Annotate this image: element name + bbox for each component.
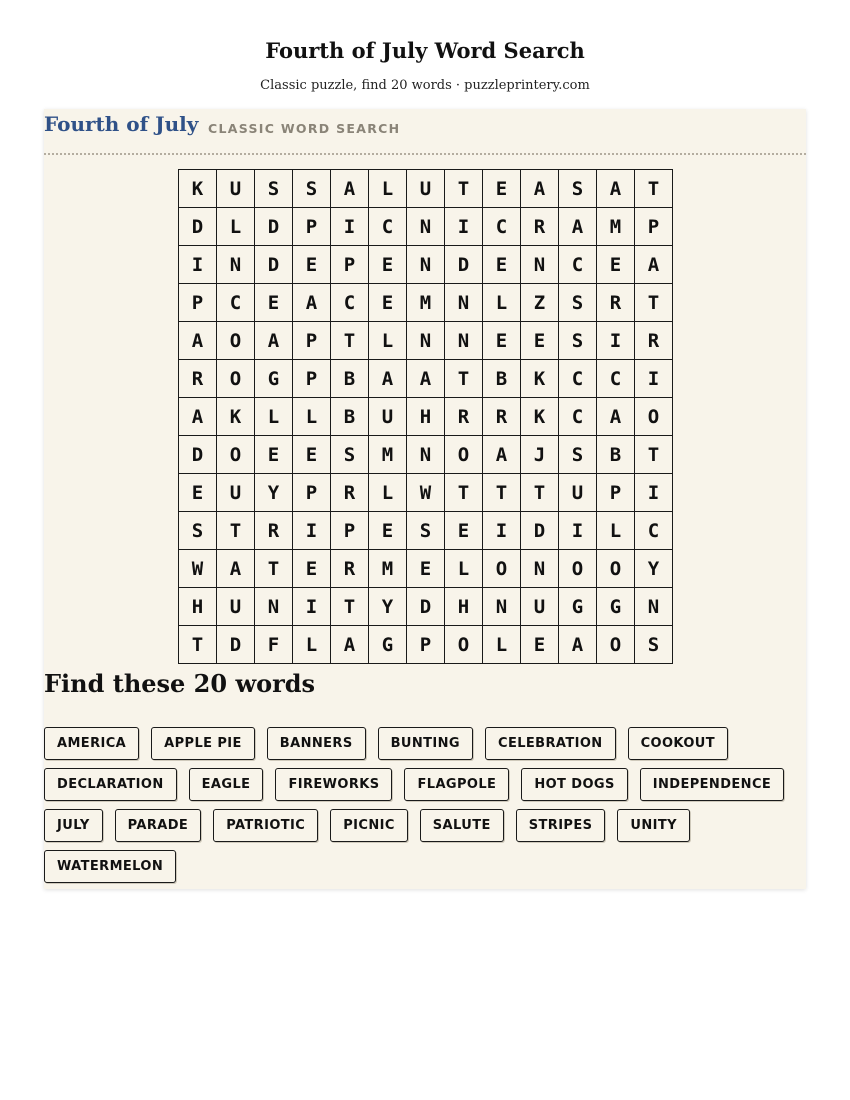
grid-cell[interactable]: N — [407, 322, 445, 360]
grid-cell[interactable]: E — [293, 550, 331, 588]
grid-cell[interactable]: P — [293, 360, 331, 398]
grid-cell[interactable]: C — [483, 208, 521, 246]
grid-cell[interactable]: B — [331, 398, 369, 436]
grid-cell[interactable]: C — [559, 246, 597, 284]
grid-cell[interactable]: T — [445, 474, 483, 512]
grid-cell[interactable]: T — [521, 474, 559, 512]
grid-cell[interactable]: A — [179, 322, 217, 360]
grid-cell[interactable]: T — [445, 170, 483, 208]
word-chip[interactable]: SALUTE — [420, 809, 504, 842]
grid-cell[interactable]: L — [293, 398, 331, 436]
grid-cell[interactable]: E — [483, 322, 521, 360]
grid-cell[interactable]: G — [255, 360, 293, 398]
word-chip[interactable]: PARADE — [115, 809, 202, 842]
grid-cell[interactable]: A — [331, 626, 369, 664]
grid-cell[interactable]: A — [369, 360, 407, 398]
grid-cell[interactable]: U — [407, 170, 445, 208]
grid-cell[interactable]: O — [559, 550, 597, 588]
grid-cell[interactable]: A — [483, 436, 521, 474]
word-chip[interactable]: FLAGPOLE — [404, 768, 509, 801]
grid-cell[interactable]: T — [635, 170, 673, 208]
grid-cell[interactable]: I — [597, 322, 635, 360]
grid-cell[interactable]: O — [445, 436, 483, 474]
word-chip[interactable]: PATRIOTIC — [213, 809, 318, 842]
grid-cell[interactable]: O — [635, 398, 673, 436]
grid-cell[interactable]: S — [559, 284, 597, 322]
grid-cell[interactable]: E — [369, 246, 407, 284]
grid-cell[interactable]: D — [179, 208, 217, 246]
grid-cell[interactable]: P — [635, 208, 673, 246]
grid-cell[interactable]: O — [597, 626, 635, 664]
grid-cell[interactable]: E — [293, 246, 331, 284]
grid-cell[interactable]: H — [179, 588, 217, 626]
grid-cell[interactable]: D — [255, 208, 293, 246]
grid-cell[interactable]: O — [597, 550, 635, 588]
grid-cell[interactable]: G — [369, 626, 407, 664]
word-chip[interactable]: DECLARATION — [44, 768, 177, 801]
grid-cell[interactable]: T — [635, 436, 673, 474]
grid-cell[interactable]: R — [483, 398, 521, 436]
grid-cell[interactable]: S — [293, 170, 331, 208]
grid-cell[interactable]: P — [597, 474, 635, 512]
grid-cell[interactable]: N — [445, 322, 483, 360]
grid-cell[interactable]: C — [559, 360, 597, 398]
grid-cell[interactable]: U — [369, 398, 407, 436]
letter-grid — [178, 169, 673, 664]
grid-cell[interactable]: Y — [255, 474, 293, 512]
grid-cell[interactable]: E — [445, 512, 483, 550]
grid-cell[interactable]: R — [255, 512, 293, 550]
grid-cell[interactable]: E — [369, 284, 407, 322]
grid-cell[interactable]: N — [483, 588, 521, 626]
grid-cell[interactable]: A — [635, 246, 673, 284]
grid-cell[interactable]: L — [255, 398, 293, 436]
word-chip[interactable]: APPLE PIE — [151, 727, 255, 760]
grid-cell[interactable]: C — [597, 360, 635, 398]
grid-cell[interactable]: P — [293, 208, 331, 246]
grid-cell[interactable]: D — [217, 626, 255, 664]
grid-cell[interactable]: R — [521, 208, 559, 246]
grid-cell[interactable]: L — [597, 512, 635, 550]
grid-cell[interactable]: T — [445, 360, 483, 398]
grid-cell[interactable]: O — [217, 322, 255, 360]
grid-cell[interactable]: L — [483, 626, 521, 664]
grid-cell[interactable]: T — [217, 512, 255, 550]
grid-cell[interactable]: O — [217, 436, 255, 474]
grid-cell[interactable]: J — [521, 436, 559, 474]
grid-cell[interactable]: E — [483, 246, 521, 284]
grid-cell[interactable]: I — [293, 588, 331, 626]
word-list — [44, 727, 806, 883]
grid-cell[interactable]: E — [597, 246, 635, 284]
grid-cell[interactable]: P — [407, 626, 445, 664]
grid-cell[interactable]: A — [559, 208, 597, 246]
grid-cell[interactable]: I — [331, 208, 369, 246]
word-chip[interactable]: INDEPENDENCE — [640, 768, 784, 801]
grid-cell[interactable]: M — [369, 550, 407, 588]
grid-cell[interactable]: A — [331, 170, 369, 208]
grid-cell[interactable]: C — [635, 512, 673, 550]
word-chip[interactable]: EAGLE — [189, 768, 264, 801]
word-chip[interactable]: STRIPES — [516, 809, 606, 842]
grid-cell[interactable]: I — [559, 512, 597, 550]
grid-cell[interactable]: O — [445, 626, 483, 664]
grid-cell[interactable]: Z — [521, 284, 559, 322]
grid-cell[interactable]: N — [445, 284, 483, 322]
grid-cell[interactable]: L — [369, 322, 407, 360]
grid-cell[interactable]: A — [559, 626, 597, 664]
grid-cell[interactable]: A — [217, 550, 255, 588]
grid-cell[interactable]: P — [293, 322, 331, 360]
grid-cell[interactable]: T — [331, 588, 369, 626]
grid-cell[interactable]: L — [217, 208, 255, 246]
grid-cell[interactable]: R — [179, 360, 217, 398]
grid-cell[interactable]: U — [521, 588, 559, 626]
grid-cell[interactable]: S — [559, 170, 597, 208]
grid-cell[interactable]: T — [483, 474, 521, 512]
grid-cell[interactable]: B — [483, 360, 521, 398]
grid-cell[interactable]: E — [521, 322, 559, 360]
grid-cell[interactable]: N — [521, 246, 559, 284]
puzzle-card — [44, 109, 806, 889]
word-chip[interactable]: FIREWORKS — [275, 768, 392, 801]
grid-cell[interactable]: U — [217, 474, 255, 512]
word-chip[interactable]: PICNIC — [330, 809, 408, 842]
grid-cell[interactable]: A — [255, 322, 293, 360]
grid-cell[interactable]: D — [179, 436, 217, 474]
grid-cell[interactable]: B — [331, 360, 369, 398]
grid-cell[interactable]: A — [407, 360, 445, 398]
grid-cell[interactable]: S — [559, 322, 597, 360]
grid-cell[interactable]: P — [179, 284, 217, 322]
grid-cell[interactable]: S — [559, 436, 597, 474]
grid-cell[interactable]: M — [407, 284, 445, 322]
grid-cell[interactable]: L — [445, 550, 483, 588]
grid-cell[interactable]: H — [407, 398, 445, 436]
page-title: Fourth of July Word Search — [265, 38, 585, 63]
grid-cell[interactable]: S — [635, 626, 673, 664]
grid-cell[interactable]: U — [217, 170, 255, 208]
grid-cell[interactable]: A — [597, 170, 635, 208]
grid-cell[interactable]: R — [445, 398, 483, 436]
grid-cell[interactable]: A — [521, 170, 559, 208]
grid-cell[interactable]: O — [217, 360, 255, 398]
brand-title: Fourth of July — [44, 112, 199, 136]
grid-cell[interactable]: P — [331, 246, 369, 284]
grid-cell[interactable]: R — [635, 322, 673, 360]
grid-cell[interactable]: R — [597, 284, 635, 322]
grid-cell[interactable]: S — [179, 512, 217, 550]
grid-cell[interactable]: N — [407, 436, 445, 474]
grid-cell[interactable]: E — [255, 284, 293, 322]
grid-cell[interactable]: R — [331, 550, 369, 588]
grid-cell[interactable]: K — [179, 170, 217, 208]
grid-cell[interactable]: O — [483, 550, 521, 588]
grid-cell[interactable]: C — [369, 208, 407, 246]
word-chip[interactable]: HOT DOGS — [521, 768, 627, 801]
grid-cell[interactable]: N — [255, 588, 293, 626]
grid-cell[interactable]: W — [179, 550, 217, 588]
grid-cell[interactable]: A — [293, 284, 331, 322]
grid-cell[interactable]: U — [217, 588, 255, 626]
grid-cell[interactable]: E — [407, 550, 445, 588]
grid-cell[interactable]: I — [635, 474, 673, 512]
grid-cell[interactable]: K — [521, 360, 559, 398]
page-subtitle: Classic puzzle, find 20 words · puzzleprintery.com — [260, 78, 590, 93]
puzzle-type-label: CLASSIC WORD SEARCH — [208, 121, 401, 136]
grid-cell[interactable]: S — [331, 436, 369, 474]
grid-cell[interactable]: C — [217, 284, 255, 322]
grid-cell[interactable]: I — [635, 360, 673, 398]
grid-cell[interactable]: K — [217, 398, 255, 436]
grid-cell[interactable]: G — [597, 588, 635, 626]
grid-cell[interactable]: E — [369, 512, 407, 550]
grid-cell[interactable]: K — [521, 398, 559, 436]
grid-cell[interactable]: N — [635, 588, 673, 626]
word-chip[interactable]: CELEBRATION — [485, 727, 616, 760]
grid-cell[interactable]: G — [559, 588, 597, 626]
grid-cell[interactable]: B — [597, 436, 635, 474]
grid-cell[interactable]: T — [635, 284, 673, 322]
grid-cell[interactable]: S — [407, 512, 445, 550]
word-chip[interactable]: BUNTING — [378, 727, 473, 760]
grid-cell[interactable]: A — [597, 398, 635, 436]
grid-cell[interactable]: P — [331, 512, 369, 550]
card-header — [44, 109, 806, 155]
grid-cell[interactable]: R — [331, 474, 369, 512]
grid-cell[interactable]: T — [255, 550, 293, 588]
grid-cell[interactable]: N — [407, 246, 445, 284]
grid-cell[interactable]: D — [521, 512, 559, 550]
grid-cell[interactable]: L — [293, 626, 331, 664]
grid-cell[interactable]: A — [179, 398, 217, 436]
grid-cell[interactable]: F — [255, 626, 293, 664]
grid-cell[interactable]: S — [255, 170, 293, 208]
grid-cell[interactable]: I — [445, 208, 483, 246]
grid-cell[interactable]: M — [597, 208, 635, 246]
grid-cell[interactable]: L — [369, 170, 407, 208]
grid-cell[interactable]: M — [369, 436, 407, 474]
word-list-heading: Find these 20 words — [44, 669, 316, 698]
grid-cell[interactable]: D — [445, 246, 483, 284]
word-chip[interactable]: AMERICA — [44, 727, 139, 760]
grid-cell[interactable]: E — [521, 626, 559, 664]
grid-cell[interactable]: T — [331, 322, 369, 360]
grid-cell[interactable]: E — [255, 436, 293, 474]
grid-cell[interactable]: E — [483, 170, 521, 208]
grid-cell[interactable]: I — [483, 512, 521, 550]
grid-cell[interactable]: C — [559, 398, 597, 436]
grid-cell[interactable]: H — [445, 588, 483, 626]
grid-cell[interactable]: N — [407, 208, 445, 246]
grid-cell[interactable]: I — [293, 512, 331, 550]
grid-cell[interactable]: I — [179, 246, 217, 284]
grid-cell[interactable]: D — [407, 588, 445, 626]
grid-cell[interactable]: W — [407, 474, 445, 512]
word-chip[interactable]: BANNERS — [267, 727, 366, 760]
grid-cell[interactable]: E — [293, 436, 331, 474]
grid-cell[interactable]: N — [217, 246, 255, 284]
word-chip[interactable]: COOKOUT — [628, 727, 728, 760]
grid-cell[interactable]: Y — [369, 588, 407, 626]
grid-cell[interactable]: N — [521, 550, 559, 588]
word-chip[interactable]: JULY — [44, 809, 103, 842]
grid-cell[interactable]: D — [255, 246, 293, 284]
word-chip[interactable]: WATERMELON — [44, 850, 176, 883]
grid-cell[interactable]: E — [179, 474, 217, 512]
grid-cell[interactable]: U — [559, 474, 597, 512]
grid-cell[interactable]: C — [331, 284, 369, 322]
grid-cell[interactable]: Y — [635, 550, 673, 588]
grid-cell[interactable]: P — [293, 474, 331, 512]
grid-cell[interactable]: L — [369, 474, 407, 512]
word-chip[interactable]: UNITY — [617, 809, 690, 842]
grid-cell[interactable]: L — [483, 284, 521, 322]
grid-cell[interactable]: T — [179, 626, 217, 664]
